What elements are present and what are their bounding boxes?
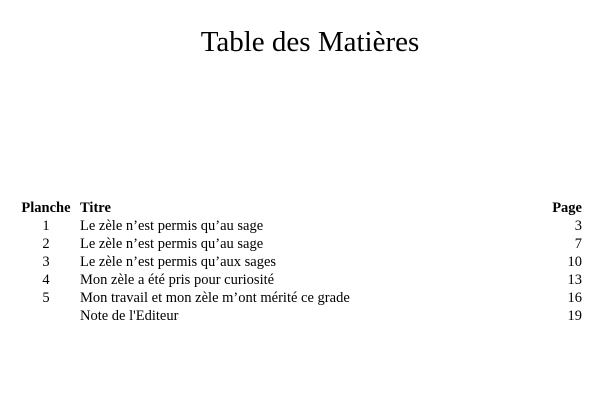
planche-number <box>14 307 78 325</box>
column-header-titre: Titre <box>80 200 111 216</box>
planche-number: 2 <box>42 236 50 252</box>
entry-title-link[interactable]: Le zèle n’est permis qu’au sage <box>80 236 264 252</box>
entry-title-link[interactable]: Mon travail et mon zèle m’ont mérité ce grade <box>80 290 350 306</box>
page-number: 10 <box>567 254 582 270</box>
table-row <box>14 217 584 235</box>
table-row <box>14 289 584 307</box>
page-number: 3 <box>574 218 582 234</box>
entry-title-link[interactable]: Note de l'Editeur <box>80 308 179 324</box>
page-number: 7 <box>574 236 582 252</box>
planche-number: 3 <box>42 254 50 270</box>
page-title: Table des Matières <box>200 26 420 58</box>
table-of-contents <box>14 199 584 325</box>
table-row <box>14 253 584 271</box>
entry-title-link[interactable]: Le zèle n’est permis qu’aux sages <box>80 254 277 270</box>
table-row <box>14 235 584 253</box>
page-number: 19 <box>567 308 582 324</box>
column-header-page: Page <box>552 200 582 216</box>
planche-number: 4 <box>42 272 50 288</box>
page-number: 13 <box>567 272 582 288</box>
column-header-planche: Planche <box>21 200 71 216</box>
table-row <box>14 271 584 289</box>
entry-title-link[interactable]: Mon zèle a été pris pour curiosité <box>80 272 275 288</box>
entry-title-link[interactable]: Le zèle n’est permis qu’au sage <box>80 218 264 234</box>
table-header-row <box>14 199 584 217</box>
page-number: 16 <box>567 290 582 306</box>
planche-number: 1 <box>42 218 50 234</box>
planche-number: 5 <box>42 290 50 306</box>
table-row <box>14 307 584 325</box>
